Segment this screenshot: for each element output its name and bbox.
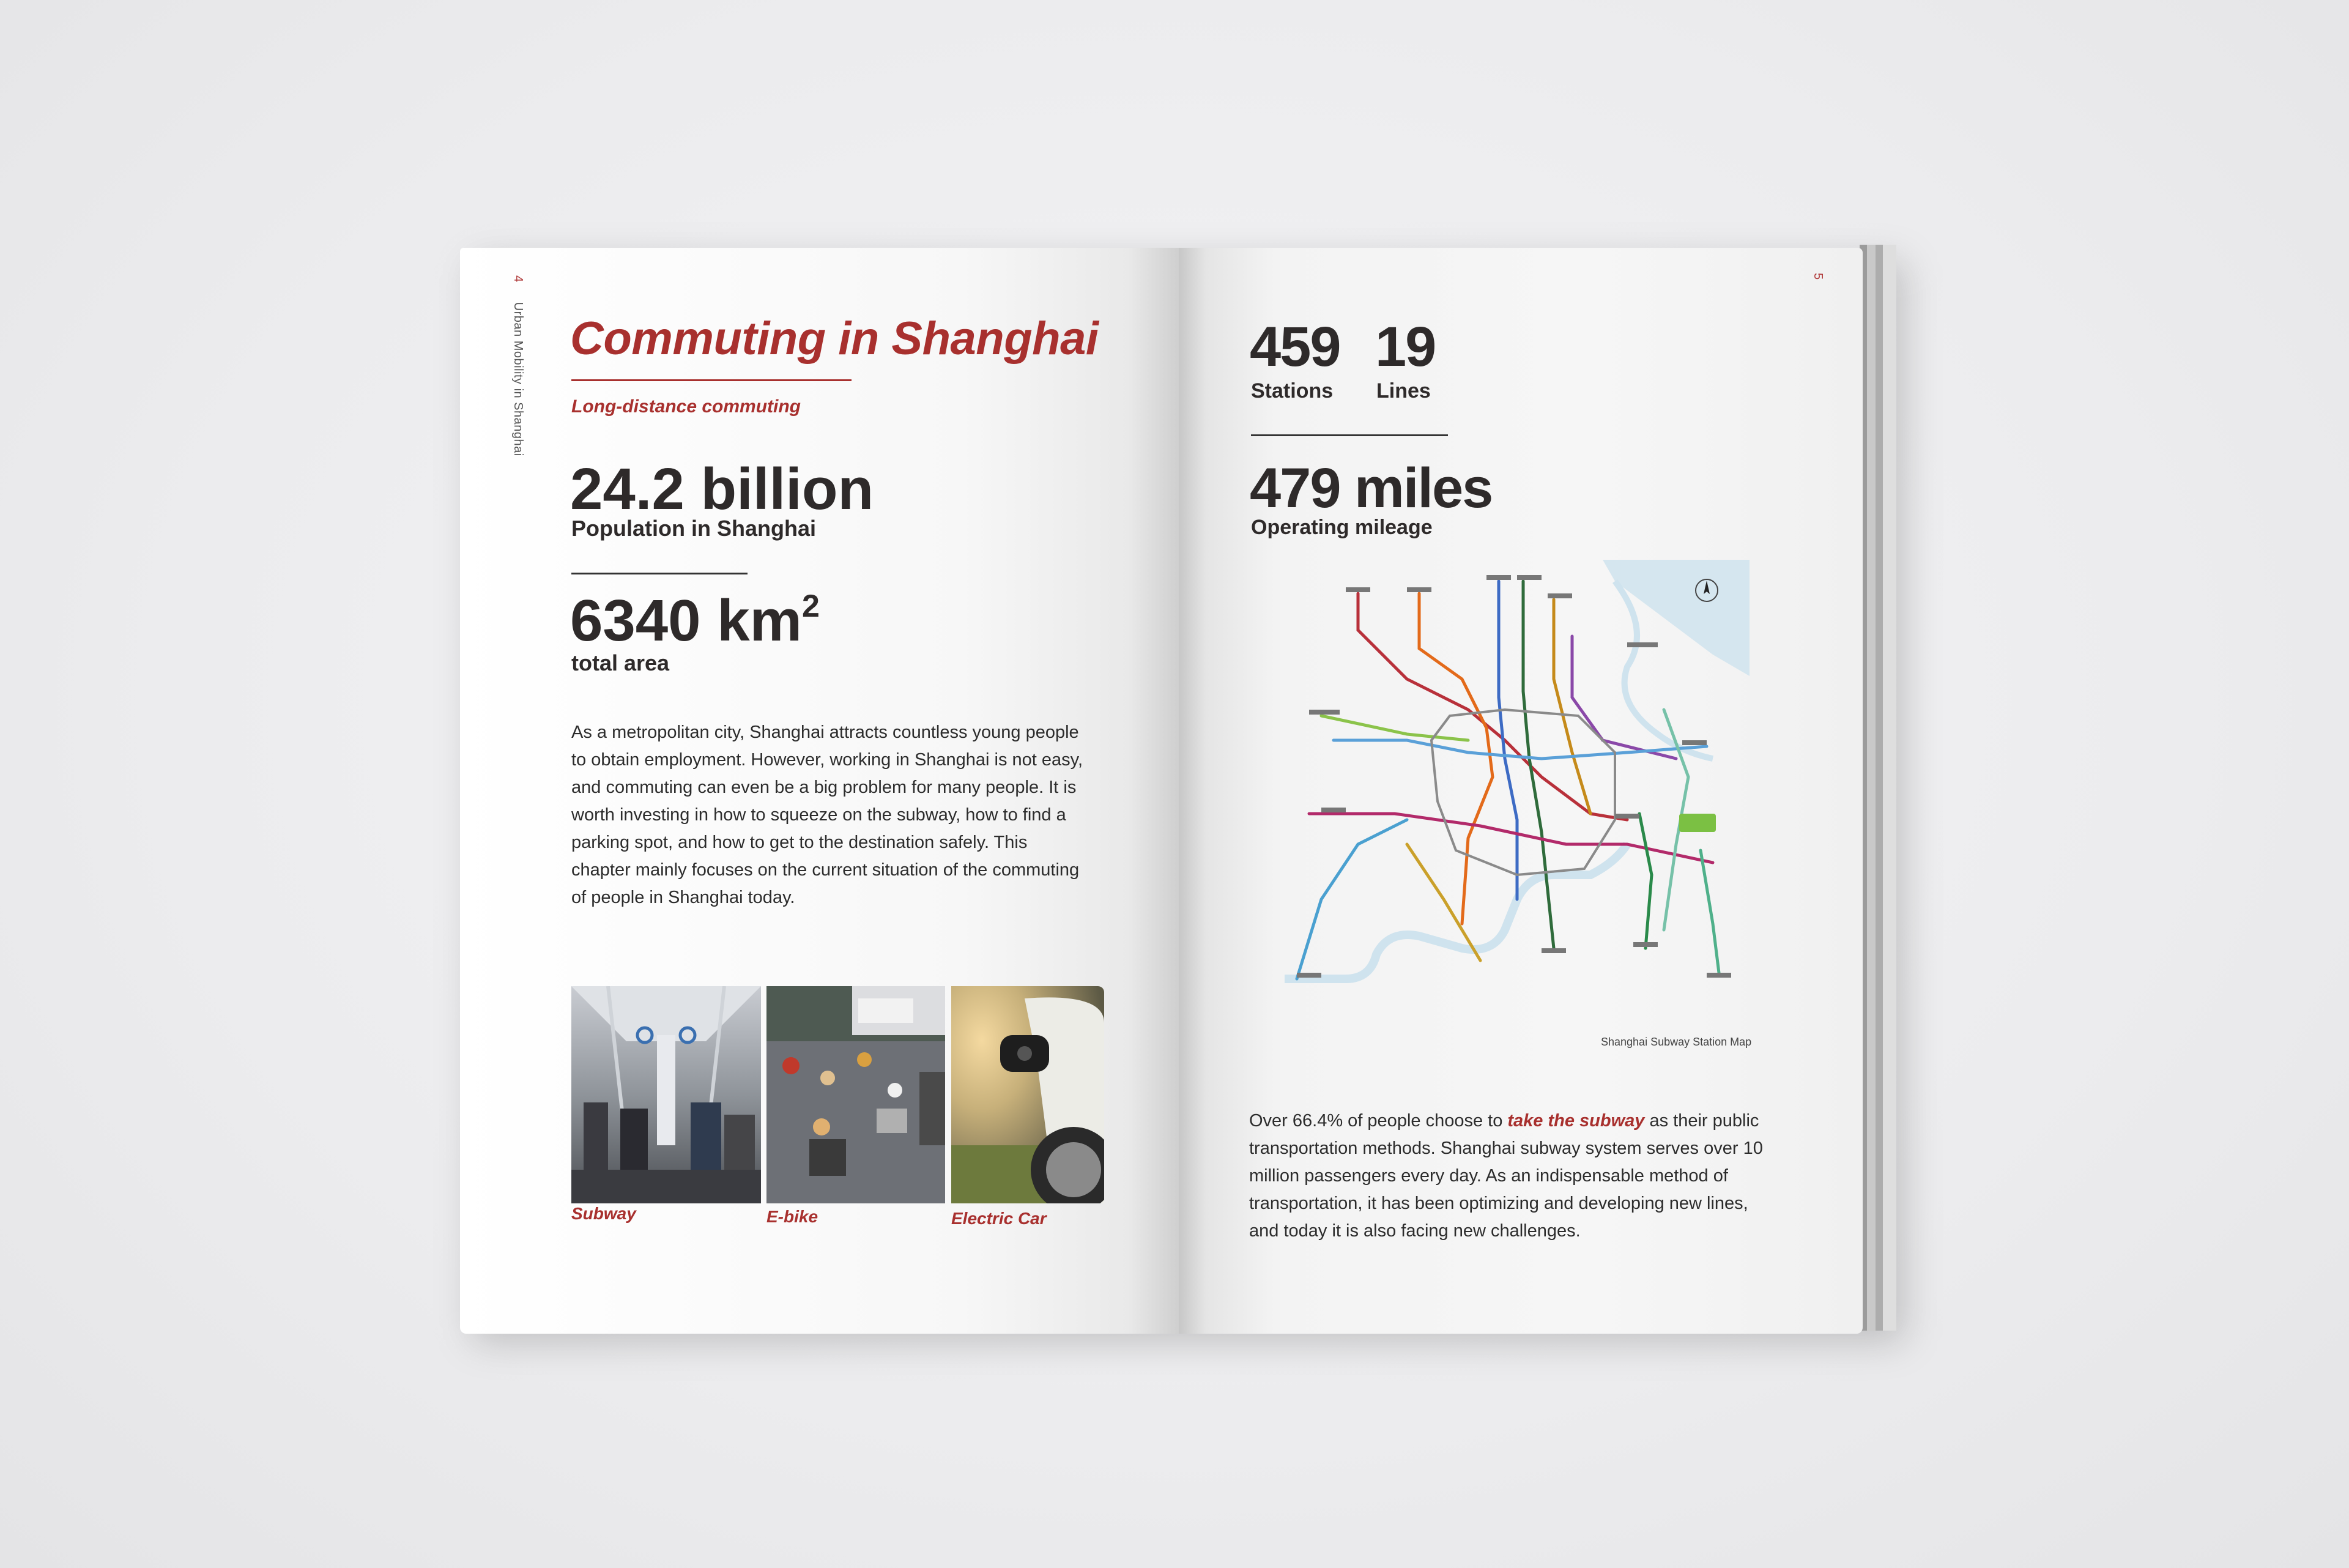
subway-paragraph: [1249, 1107, 1775, 1245]
page-stack-edge: [1876, 245, 1883, 1331]
electric-car-photo: [951, 986, 1104, 1203]
area-superscript: 2: [801, 589, 820, 624]
caption-subway: Subway: [571, 1204, 636, 1223]
population-label: Population in Shanghai: [571, 516, 816, 541]
left-page-number: 4: [511, 275, 525, 283]
page-subtitle: Long-distance commuting: [571, 396, 801, 417]
paragraph-text-end: as their public transportation methods. Shanghai subway system serves over 10 million passengers every day. As an indispensable method of transportation, it has been optimizing and developing new lines, and today it is also facing new challenges.: [1249, 1111, 1763, 1241]
area-value: [570, 587, 820, 655]
area-label: total area: [571, 650, 670, 675]
mileage-value: 479 miles: [1250, 457, 1493, 519]
running-head: [511, 275, 525, 456]
stations-label: Stations: [1251, 379, 1334, 403]
area-value-number: 6340 km: [570, 588, 802, 653]
caption-electric-car: Electric Car: [951, 1209, 1047, 1228]
paragraph-text-start: Over 66.4% of people choose to: [1249, 1111, 1508, 1131]
caption-ebike: E-bike: [766, 1207, 818, 1226]
paragraph-emphasis: take the subway: [1507, 1111, 1645, 1131]
title-underline: [571, 379, 852, 381]
intro-paragraph: As a metropolitan city, Shanghai attracts countless young people to obtain employment. However, working in Shanghai is not easy, and commuting can even be a big problem for many people. It is worth investing in how to squeeze on the subway, how to find a parking spot, and how to get to the destination safely. This chapter mainly focuses on the current situation of the commuting of people in Shanghai today.: [571, 723, 1083, 907]
ebike-photo: [766, 986, 945, 1203]
map-caption: Shanghai Subway Station Map: [1601, 1036, 1752, 1048]
page-stack-edge: [1883, 245, 1896, 1331]
lines-label: Lines: [1376, 379, 1431, 403]
page-title: Commuting in Shanghai: [570, 313, 1099, 365]
running-head-text: Urban Mobility in Shanghai: [511, 302, 525, 456]
mileage-label: Operating mileage: [1251, 516, 1433, 539]
subway-map: [1285, 557, 1750, 1000]
stat-divider: [571, 573, 748, 574]
right-page-number: 5: [1811, 272, 1825, 280]
stations-value: 459: [1250, 316, 1340, 378]
page-stack-edge: [1867, 245, 1876, 1331]
subway-photo: [571, 986, 761, 1203]
lines-value: 19: [1375, 316, 1436, 378]
population-value: 24.2 billion: [570, 456, 874, 522]
stat-divider-right: [1251, 434, 1448, 436]
